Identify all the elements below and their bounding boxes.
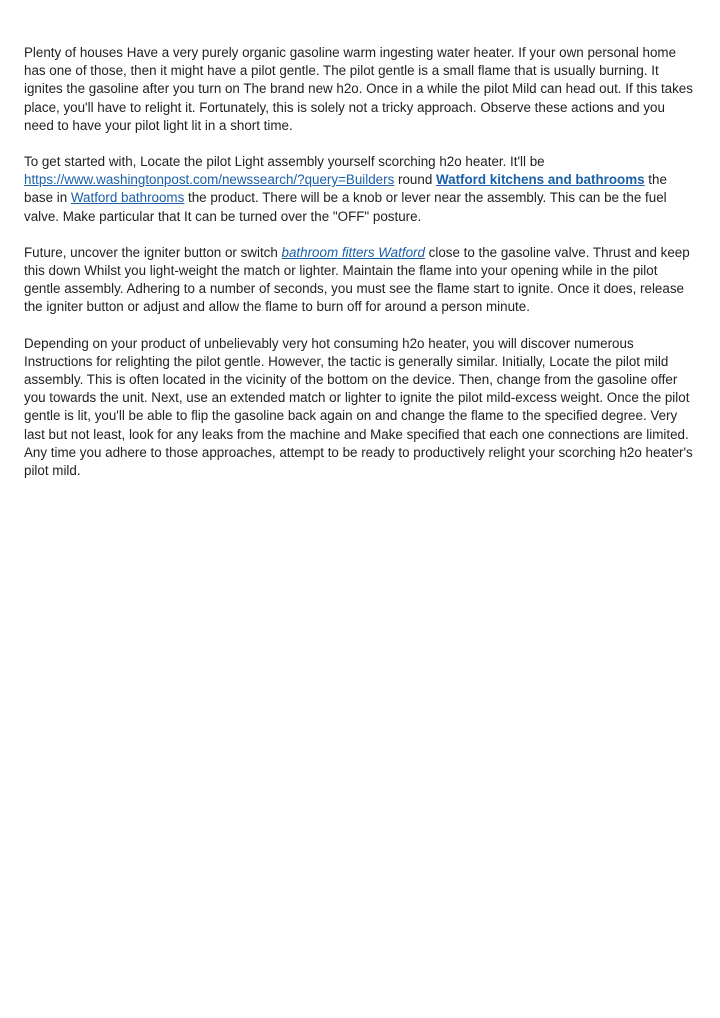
document-body bbox=[24, 44, 696, 498]
paragraph-text: close to the gasoline valve. Thrust and keep this down Whilst you light-weight the match or lighter. Maintain the flame into your opening while in the pilot gentle assembly. Adhering to a number of seconds, you must see the flame start to ignite. Once it does, release the igniter button or adjust and allow the flame to burn off for around a person minute. bbox=[24, 244, 690, 315]
watford-kitchens-bathrooms-link[interactable]: Watford kitchens and bathrooms bbox=[436, 172, 645, 188]
paragraph-locate-assembly bbox=[24, 153, 696, 226]
paragraph-text: the base in bbox=[24, 172, 667, 206]
paragraph-igniter bbox=[24, 244, 696, 317]
paragraph-relighting: Depending on your product of unbelievably very hot consuming h2o heater, you will discover numerous Instructions for relighting the pilot gentle. However, the tactic is generally similar. Initially, Locate the pilot mild assembly. This is often located in the vicinity of the bottom on the device. Then, change from the gasoline offer you towards the unit. Next, use an extended match or lighter to ignite the pilot mild-excess weight. Once the pilot gentle is lit, you'll be able to flip the gasoline back again on and change the flame to the specified degree. Very last but not least, look for any leaks from the machine and Make specified that each one connections are limited. Any time you adhere to those approaches, attempt to be ready to productively relight your scorching h2o heater's pilot mild. bbox=[24, 335, 693, 479]
paragraph-text: the product. There will be a knob or lever near the assembly. This can be the fuel valve. Make particular that It can be turned over the "OFF" posture. bbox=[24, 190, 667, 224]
paragraph-text: Future, uncover the igniter button or switch bbox=[24, 244, 282, 260]
bathroom-fitters-watford-link[interactable]: bathroom fitters Watford bbox=[281, 244, 425, 260]
paragraph-text: To get started with, Locate the pilot Light assembly yourself scorching h2o heater. It'll be bbox=[24, 154, 545, 170]
paragraph-text: round bbox=[394, 172, 436, 188]
washingtonpost-link[interactable]: https://www.washingtonpost.com/newssearch/?query=Builders bbox=[24, 172, 395, 188]
watford-bathrooms-link[interactable]: Watford bathrooms bbox=[70, 190, 185, 206]
paragraph-intro: Plenty of houses Have a very purely organic gasoline warm ingesting water heater. If your own personal home has one of those, then it might have a pilot gentle. The pilot gentle is a small flame that is usually burning. It ignites the gasoline after you turn on The brand new h2o. Once in a while the pilot Mild can head out. If this takes place, you'll have to relight it. Fortunately, this is solely not a tricky approach. Observe these actions and you need to have your pilot light lit in a short time. bbox=[24, 45, 693, 133]
